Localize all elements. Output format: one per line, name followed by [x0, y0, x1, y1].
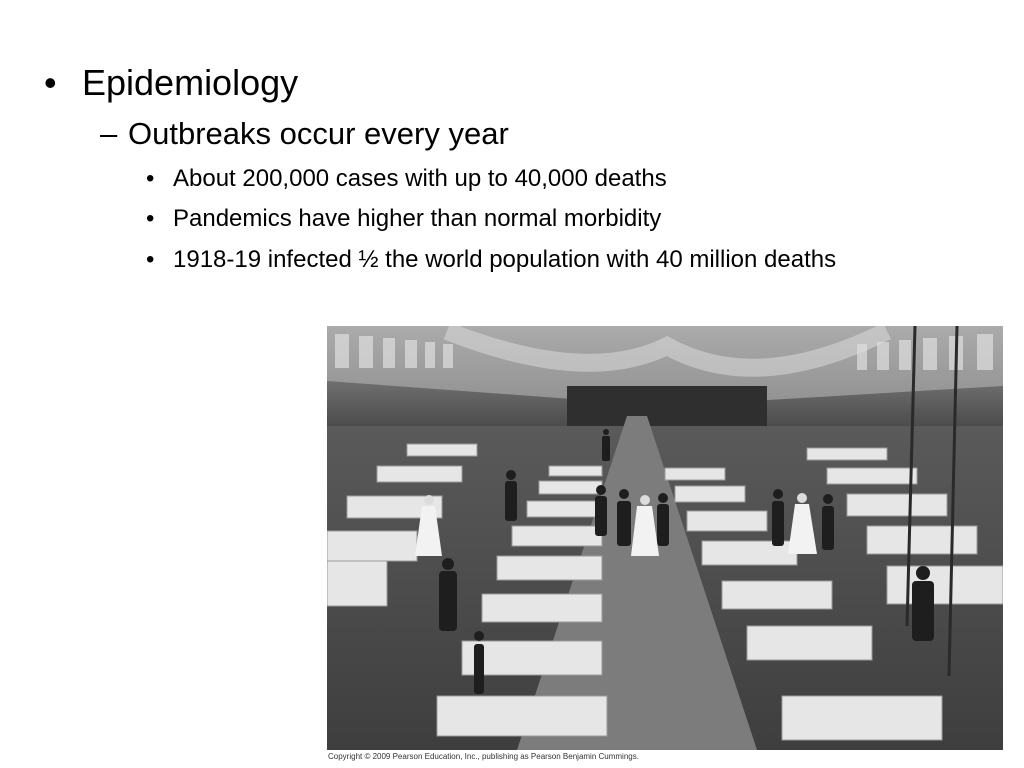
bullet-1918: [146, 246, 836, 274]
bullet-epidemiology: [44, 62, 298, 104]
bullet-marker: •: [146, 205, 155, 232]
bullet-text: About 200,000 cases with up to 40,000 deaths: [173, 165, 667, 192]
bullet-marker: •: [146, 246, 155, 273]
copyright-caption: Copyright © 2009 Pearson Education, Inc., publishing as Pearson Benjamin Cummings.: [328, 752, 639, 761]
subheading-text: Outbreaks occur every year: [128, 116, 509, 151]
bullet-text: 1918-19 infected ½ the world population with 40 million deaths: [173, 246, 837, 273]
dash-marker: –: [100, 116, 118, 151]
bullet-pandemics: [146, 205, 661, 233]
bullet-marker: •: [44, 62, 57, 103]
heading-text: Epidemiology: [82, 62, 299, 103]
hospital-ward-photo: [327, 326, 1003, 750]
bullet-marker: •: [146, 165, 155, 192]
bullet-cases: [146, 165, 667, 193]
bullet-outbreaks: [100, 116, 509, 152]
ward-illustration: [327, 326, 1003, 750]
bullet-text: Pandemics have higher than normal morbidity: [173, 205, 662, 232]
